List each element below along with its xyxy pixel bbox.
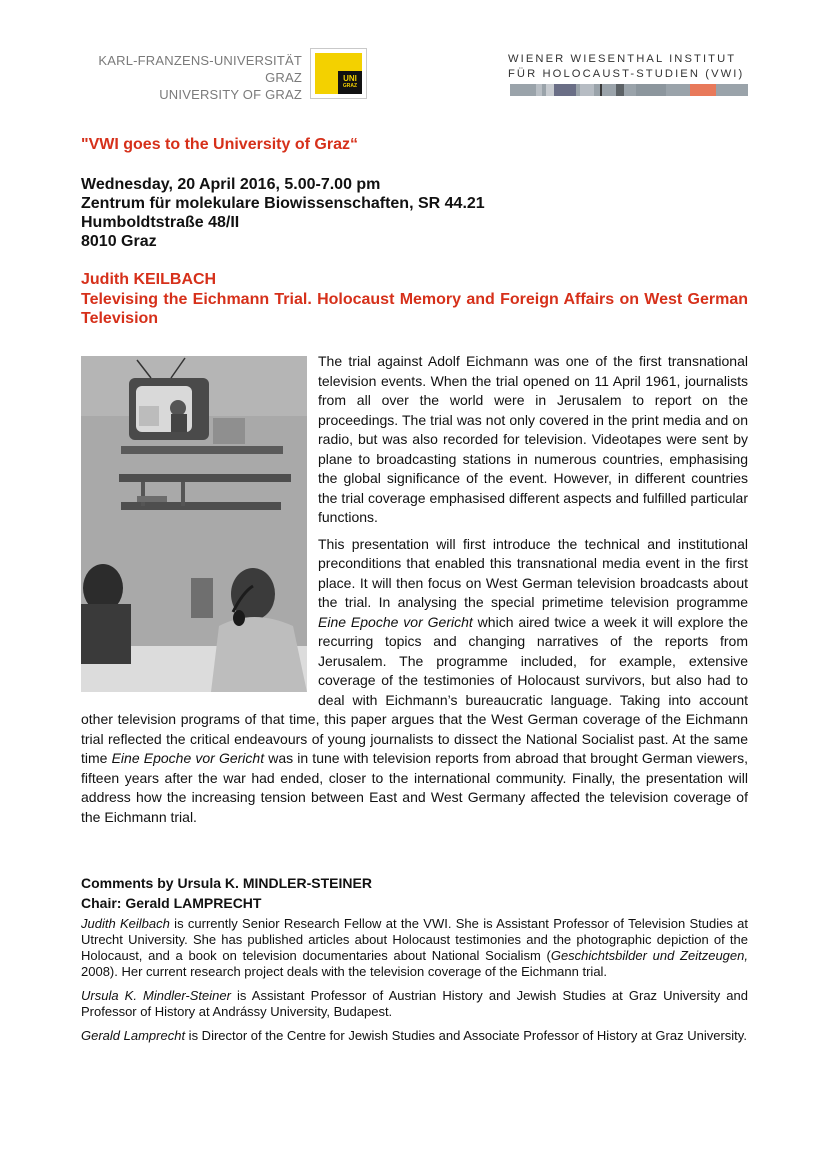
talk-title: Televising the Eichmann Trial. Holocaust Memory and Foreign Affairs on West German Television (81, 291, 748, 327)
institute-line1: WIENER WIESENTHAL INSTITUT (508, 53, 737, 65)
institute-line2: FÜR HOLOCAUST-STUDIEN (VWI) (508, 68, 745, 80)
bios (81, 916, 748, 1052)
speaker-name: Judith KEILBACH (81, 271, 217, 288)
uni-logo-text: UNI (343, 74, 357, 83)
university-name-en: UNIVERSITY OF GRAZ (159, 87, 302, 102)
chair-line: Chair: Gerald LAMPRECHT (81, 895, 262, 911)
university-wordmark (82, 52, 302, 103)
uni-logo-sub: GRAZ (342, 83, 358, 89)
eichmann-trial-photo (81, 356, 307, 692)
event-date-time: Wednesday, 20 April 2016, 5.00-7.00 pm (81, 176, 381, 193)
vwi-wordmark (508, 52, 748, 82)
bio-keilbach: Judith Keilbach is currently Senior Research Fellow at the VWI. She is Assistant Professor of Television Studies at Utrecht University. She has published articles about Holocaust testimonies and the photographic depiction of the Holocaust, and a book on television documentaries about National Socialism (Geschichtsbilder und Zeitzeugen, 2008). Her current research project deals with the television coverage of the Eichmann trial. (81, 916, 748, 979)
series-title: "VWI goes to the University of Graz“ (81, 136, 358, 153)
event-city: 8010 Graz (81, 233, 157, 250)
vwi-color-bar (510, 84, 748, 96)
event-info (81, 175, 485, 251)
bio-mindler-steiner: Ursula K. Mindler-Steiner is Assistant Professor of Austrian History and Jewish Studies at Graz University and Professor of History at Andrássy University, Budapest. (81, 988, 748, 1019)
university-name-de: KARL-FRANZENS-UNIVERSITÄT GRAZ (98, 53, 302, 85)
comments-line: Comments by Ursula K. MINDLER-STEINER (81, 875, 372, 891)
comments-chair-block (81, 873, 372, 913)
bio-lamprecht: Gerald Lamprecht is Director of the Centre for Jewish Studies and Associate Professor of History at Graz University. (81, 1028, 747, 1043)
uni-graz-logo (310, 48, 367, 99)
event-street: Humboldtstraße 48/II (81, 214, 240, 231)
abstract-paragraph-2: This presentation will first introduce the technical and institutional preconditions that enabled this transnational media event in the first place. It will then focus on West German television broadcasts about the trial. In analysing the special primetime television programme Eine Epoche vor Gericht which aired twice a week it will explore the recurring topics and changing narratives of the reports from Jerusalem. The programme included, for example, extensive coverage of the testimonies of Holocaust survivors, but also had to deal with Eichmann’s bureaucratic language. Taking into account other television programs of that time, this paper argues that the West German coverage of the Eichmann trial reflected the critical endeavours of young journalists to dissect the National Socialist past. At the same time Eine Epoche vor Gericht was in tune with television reports from abroad that brought German viewers, fifteen years after the war had ended, closer to the international community. Finally, the presentation will address how the increasing tension between East and West Germany affected the television coverage of the Eichmann trial. (81, 535, 748, 825)
event-venue: Zentrum für molekulare Biowissenschaften, SR 44.21 (81, 195, 485, 212)
abstract-paragraph-1: The trial against Adolf Eichmann was one of the first transnational television events. When the trial opened on 11 April 1961, journalists from all over the world were in Jerusalem to report on the proceedings. The trial was not only covered in the print media and on radio, but was also recorded for television. Videotapes were sent by plane to broadcasting stations in numerous countries, emphasising the global significance of the event. However, in different countries the trial coverage emphasised different aspects and fulfilled particular functions. (318, 353, 748, 525)
